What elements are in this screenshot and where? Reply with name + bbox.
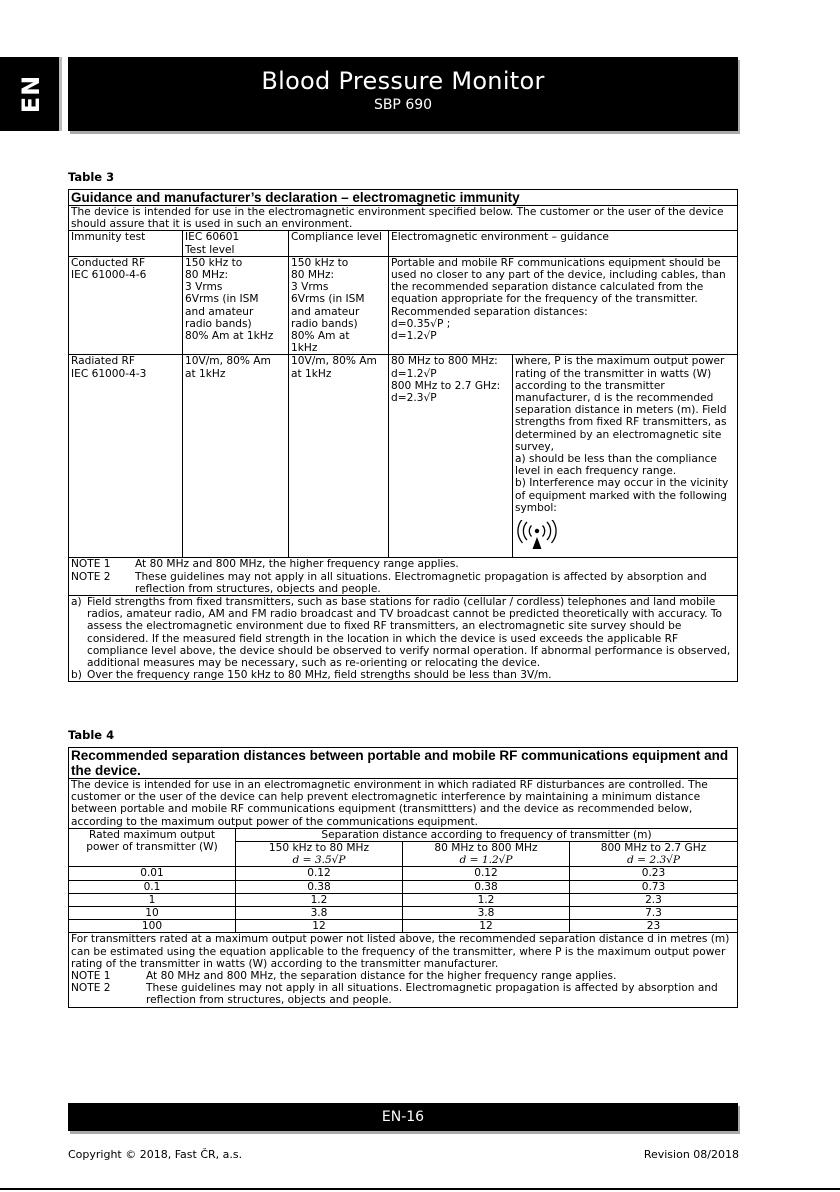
- radiated-rf-level: 10V/m, 80% Am at 1kHz: [183, 355, 289, 558]
- footnote-text: Field strengths from fixed transmitters, such as base stations for radio (cellular / cordless) telephones and land mobile radios, amateur radio, AM and FM radio broadcast and TV broadcast cannot be predicted theoretically with accuracy. To assess the electromagnetic environment due to fixed RF transmitters, an electromagnetic site survey should be considered. If the measured field strength in the location in which the device is used exceeds the applicable RF compliance level above, the device should be observed to verify normal operation. If abnormal performance is observed, additional measures may be necessary, such as re-orienting or relocating the device.: [87, 596, 731, 670]
- page-number: EN-16: [381, 1109, 425, 1125]
- table-row: [69, 893, 738, 906]
- table4-footer: [69, 933, 738, 1007]
- band-formula: d = 2.3√P: [626, 854, 681, 867]
- header-guidance: Electromagnetic environment – guidance: [389, 231, 738, 256]
- table-cell: 0.23: [570, 867, 738, 880]
- conducted-rf-test: Conducted RF IEC 61000-4-6: [69, 256, 183, 355]
- footnote-row: [71, 596, 735, 669]
- note-label: NOTE 1: [71, 970, 111, 983]
- table-row: [69, 867, 738, 880]
- table-cell: 1.2: [236, 893, 403, 906]
- radiated-rf-test: Radiated RF IEC 61000-4-3: [69, 355, 183, 558]
- table-cell: 12: [403, 920, 570, 933]
- language-tab: [0, 57, 62, 131]
- table-cell: 3.8: [403, 907, 570, 920]
- page-header: [68, 57, 738, 131]
- table-cell: 1.2: [403, 893, 570, 906]
- footnote-label: a): [71, 596, 82, 609]
- note-text: These guidelines may not apply in all situations. Electromagnetic propagation is affected by absorption and reflection from structures, objects and people.: [146, 982, 718, 1007]
- note-text: At 80 MHz and 800 MHz, the separation distance for the higher frequency range applies.: [146, 970, 617, 983]
- footnote-row: [71, 669, 735, 681]
- table-cell: 0.38: [403, 880, 570, 893]
- band-range: 800 MHz to 2.7 GHz: [600, 842, 707, 855]
- band-header: [403, 842, 570, 867]
- conducted-rf-level: 150 kHz to 80 MHz: 3 Vrms 6Vrms (in ISM and amateur radio bands) 80% Am at 1kHz: [183, 256, 289, 355]
- table-cell: 1: [69, 893, 236, 906]
- table-cell: 0.38: [236, 880, 403, 893]
- guidance-text: Portable and mobile RF communications equipment should be used no closer to any part of the device, including cables, than the recommended separation distance calculated from the equation appropriate for the frequency of the transmitter.: [391, 256, 726, 306]
- table-cell: 0.1: [69, 880, 236, 893]
- table-cell: 100: [69, 920, 236, 933]
- table-cell: 0.12: [236, 867, 403, 880]
- table-row: [69, 920, 738, 933]
- note-row: [71, 982, 735, 1006]
- note-text: These guidelines may not apply in all situations. Electromagnetic propagation is affected by absorption and reflection from structures, objects and people.: [135, 570, 707, 595]
- table3-intro: The device is intended for use in the electromagnetic environment specified below. The customer or the user of the device should assure that it is used in such an environment.: [69, 206, 738, 231]
- note-label: NOTE 2: [71, 982, 111, 995]
- revision: Revision 08/2018: [643, 1148, 739, 1161]
- bottom-rule: [0, 1188, 840, 1190]
- band-formula: d = 3.5√P: [292, 854, 346, 867]
- radiated-rf-guidance: [513, 355, 738, 558]
- table3-notes: [69, 558, 738, 596]
- distance-header: Separation distance according to frequency of transmitter (m): [236, 828, 738, 841]
- band-formula: d = 1.2√P: [459, 854, 513, 867]
- table4-caption: Table 4: [68, 728, 115, 742]
- guidance-item-a: a) should be less than the compliance level in each frequency range.: [515, 453, 717, 478]
- table4-separation: [68, 747, 738, 1008]
- formula-conducted-1: d=0.35√P ;: [391, 317, 451, 330]
- table3-caption: Table 3: [68, 170, 115, 184]
- recommended-distances-label: Recommended separation distances:: [391, 305, 588, 318]
- header-immunity-test: Immunity test: [69, 231, 183, 256]
- note-text: At 80 MHz and 800 MHz, the higher frequency range applies.: [135, 558, 459, 571]
- note-row: [71, 571, 735, 595]
- table3-immunity: [68, 189, 738, 682]
- footnote-text: Over the frequency range 150 kHz to 80 MHz, field strengths should be less than 3V/m.: [87, 669, 552, 682]
- table-cell: 10: [69, 907, 236, 920]
- language-code: EN: [17, 74, 45, 114]
- guidance-item-b: b) Interference may occur in the vicinity of equipment marked with the following symbol:: [515, 477, 729, 514]
- band-header: [570, 842, 738, 867]
- band-header: [236, 842, 403, 867]
- note-label: NOTE 2: [71, 570, 111, 583]
- footnote-label: b): [71, 669, 82, 682]
- table-cell: 3.8: [236, 907, 403, 920]
- note-row: [71, 970, 735, 982]
- copyright: Copyright © 2018, Fast ČR, a.s.: [68, 1148, 243, 1161]
- power-header: Rated maximum output power of transmitter (W): [69, 828, 236, 867]
- table-row: [69, 880, 738, 893]
- note-label: NOTE 1: [71, 558, 111, 571]
- table-cell: 0.01: [69, 867, 236, 880]
- table-cell: 0.73: [570, 880, 738, 893]
- bottom-text: For transmitters rated at a maximum output power not listed above, the recommended separation distance d in metres (m) can be estimated using the equation applicable to the frequency of the transmitter, where P is the maximum output power rating of the transmitter in watts (W) according to the transmitter manufacturer.: [71, 933, 730, 970]
- page-title: Blood Pressure Monitor: [261, 67, 545, 95]
- table4-intro: The device is intended for use in an electromagnetic environment in which radiated RF disturbances are controlled. The customer or the user of the device can help prevent electromagnetic interference by maintaining a minimum distance between portable and mobile RF communications equipment (transmittters) and the device as recommended below, according to the maximum output power of the communications equipment.: [69, 779, 738, 829]
- table-cell: 7.3: [570, 907, 738, 920]
- note-row: [71, 558, 735, 570]
- table4-title: Recommended separation distances between portable and mobile RF communications equipment and the device.: [69, 748, 738, 779]
- header-test-level: IEC 60601 Test level: [183, 231, 289, 256]
- band-range: 80 MHz to 800 MHz: [434, 842, 538, 855]
- rf-radiation-icon: [517, 520, 735, 553]
- model-number: SBP 690: [373, 97, 433, 113]
- table-cell: 0.12: [403, 867, 570, 880]
- header-compliance-level: Compliance level: [289, 231, 389, 256]
- table-cell: 23: [570, 920, 738, 933]
- band-range: 150 kHz to 80 MHz: [268, 842, 370, 855]
- table3-title: Guidance and manufacturer’s declaration – electromagnetic immunity: [69, 190, 738, 206]
- table-cell: 2.3: [570, 893, 738, 906]
- table-row: [69, 907, 738, 920]
- table-cell: 12: [236, 920, 403, 933]
- radiated-rf-formulas: 80 MHz to 800 MHz: d=1.2√P 800 MHz to 2.7 GHz: d=2.3√P: [389, 355, 513, 558]
- page-number-bar: [68, 1103, 738, 1131]
- radiated-rf-compliance: 10V/m, 80% Am at 1kHz: [289, 355, 389, 558]
- formula-conducted-2: d=1.2√P: [391, 330, 437, 343]
- conducted-rf-guidance: [389, 256, 738, 355]
- where-text: where, P is the maximum output power rating of the transmitter in watts (W) according to the transmitter manufacturer, d is the recommended separation distance in meters (m). Field strengths from fixed RF transmitters, as determined by an electromagnetic site survey,: [515, 355, 727, 453]
- conducted-rf-compliance: 150 kHz to 80 MHz: 3 Vrms 6Vrms (in ISM and amateur radio bands) 80% Am at 1kHz: [289, 256, 389, 355]
- table3-footnotes: [69, 596, 738, 682]
